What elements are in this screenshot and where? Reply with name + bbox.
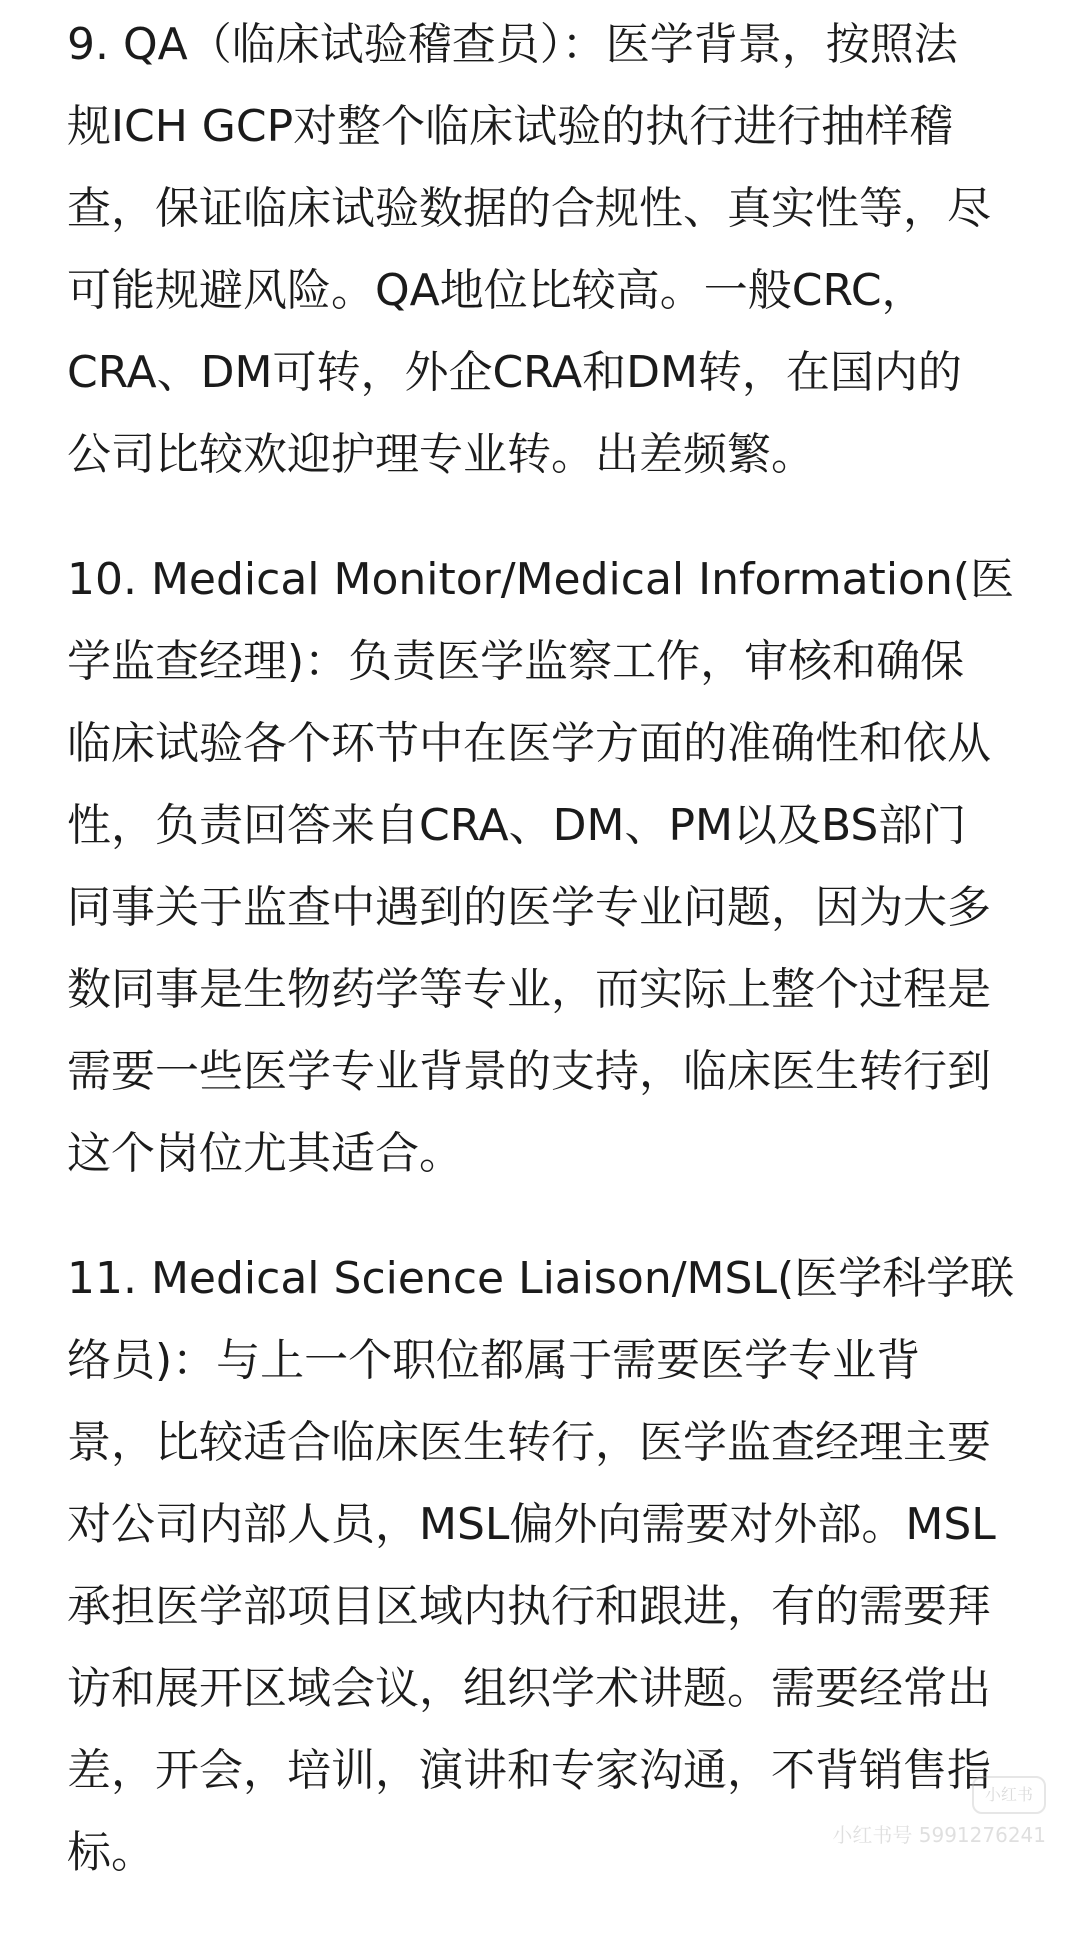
watermark <box>806 1776 1046 1866</box>
text-line: 11. Medical Science Liaison/MSL(医学科学联 <box>67 1253 1015 1304</box>
watermark-id: 小红书号 5991276241 <box>832 1823 1046 1847</box>
text-line: 对公司内部人员，MSL偏外向需要对外部。MSL <box>67 1499 996 1550</box>
text-line: 规ICH GCP对整个临床试验的执行进行抽样稽 <box>67 101 954 152</box>
paragraph-qa <box>67 4 1017 496</box>
text-line: 9. QA（临床试验稽查员）：医学背景，按照法 <box>67 19 958 70</box>
text-line: CRA、DM可转，外企CRA和DM转，在国内的 <box>67 347 962 398</box>
text-line: 承担医学部项目区域内执行和跟进，有的需要拜 <box>67 1581 991 1632</box>
text-line: 访和展开区域会议，组织学术讲题。需要经常出 <box>67 1663 991 1714</box>
text-line: 同事关于监查中遇到的医学专业问题，因为大多 <box>67 882 991 933</box>
text-line: 学监查经理)：负责医学监察工作，审核和确保 <box>67 636 965 687</box>
text-line: 差，开会，培训，演讲和专家沟通，不背销售指 <box>67 1745 991 1796</box>
text-line: 可能规避风险。QA地位比较高。一般CRC， <box>67 265 926 316</box>
article-body <box>67 4 1017 1937</box>
text-line: 公司比较欢迎护理专业转。出差频繁。 <box>67 429 815 480</box>
text-line: 络员)：与上一个职位都属于需要医学专业背 <box>67 1335 921 1386</box>
text-line: 需要一些医学专业背景的支持，临床医生转行到 <box>67 1046 991 1097</box>
text-line: 查，保证临床试验数据的合规性、真实性等，尽 <box>67 183 991 234</box>
text-line: 标。 <box>67 1827 155 1878</box>
text-line: 数同事是生物药学等专业，而实际上整个过程是 <box>67 964 991 1015</box>
text-line: 景，比较适合临床医生转行，医学监查经理主要 <box>67 1417 991 1468</box>
text-line: 10. Medical Monitor/Medical Information(医 <box>67 554 1015 605</box>
watermark-logo: 小红书 <box>972 1776 1046 1814</box>
text-line: 这个岗位尤其适合。 <box>67 1128 463 1179</box>
text-line: 临床试验各个环节中在医学方面的准确性和依从 <box>67 718 991 769</box>
paragraph-medical-monitor <box>67 539 1017 1195</box>
text-line: 性，负责回答来自CRA、DM、PM以及BS部门 <box>67 800 967 851</box>
